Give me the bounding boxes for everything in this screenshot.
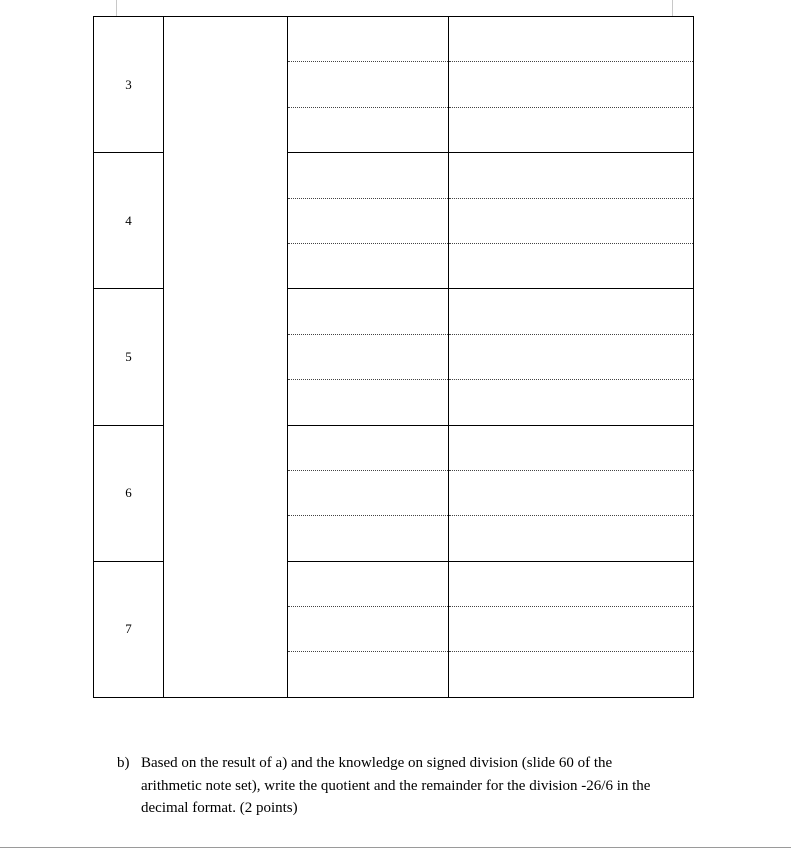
table-cell[interactable] xyxy=(449,243,694,288)
step-number: 7 xyxy=(125,621,132,637)
table-cell[interactable] xyxy=(288,243,449,288)
table-cell[interactable] xyxy=(288,198,449,243)
step-number-cell xyxy=(94,289,164,425)
table-cell[interactable] xyxy=(449,425,694,470)
table-cell[interactable] xyxy=(288,652,449,697)
page-margin-mark-left xyxy=(116,0,118,16)
table-cell[interactable] xyxy=(449,470,694,515)
table-cell[interactable] xyxy=(288,17,449,62)
table-cell[interactable] xyxy=(288,334,449,379)
table-cell[interactable] xyxy=(449,380,694,425)
step-number: 3 xyxy=(125,76,132,92)
table-cell[interactable] xyxy=(449,17,694,62)
table-cell[interactable] xyxy=(449,107,694,152)
table-cell[interactable] xyxy=(288,380,449,425)
table-cell[interactable] xyxy=(449,561,694,606)
table-cell[interactable] xyxy=(288,289,449,334)
table-cell[interactable] xyxy=(449,198,694,243)
table-cell[interactable] xyxy=(288,425,449,470)
page-margin-mark-right xyxy=(672,0,674,16)
operation-column-cell[interactable] xyxy=(164,17,288,698)
table-row xyxy=(94,17,694,62)
step-number-cell xyxy=(94,561,164,697)
step-number: 4 xyxy=(125,212,132,228)
table-cell[interactable] xyxy=(449,607,694,652)
table-cell[interactable] xyxy=(449,652,694,697)
table-cell[interactable] xyxy=(288,107,449,152)
table-cell[interactable] xyxy=(449,153,694,198)
table-cell[interactable] xyxy=(288,607,449,652)
table-cell[interactable] xyxy=(449,516,694,561)
step-number: 5 xyxy=(125,348,132,364)
question-text: Based on the result of a) and the knowledge on signed division (slide 60 of the arithmetic note set), write the quotient and the remainder for the division -26/6 in the decimal format. (2 points) xyxy=(141,755,651,816)
table-cell[interactable] xyxy=(288,153,449,198)
step-number-cell xyxy=(94,153,164,289)
division-steps-table xyxy=(93,16,694,698)
table-cell[interactable] xyxy=(449,62,694,107)
question-label: b) xyxy=(117,755,130,771)
table-cell[interactable] xyxy=(288,470,449,515)
table-cell[interactable] xyxy=(449,289,694,334)
table-cell[interactable] xyxy=(288,561,449,606)
table-cell[interactable] xyxy=(288,516,449,561)
table-cell[interactable] xyxy=(449,334,694,379)
step-number: 6 xyxy=(125,485,132,501)
table-cell[interactable] xyxy=(288,62,449,107)
step-number-cell xyxy=(94,17,164,153)
page-bottom-edge xyxy=(0,847,791,848)
step-number-cell xyxy=(94,425,164,561)
